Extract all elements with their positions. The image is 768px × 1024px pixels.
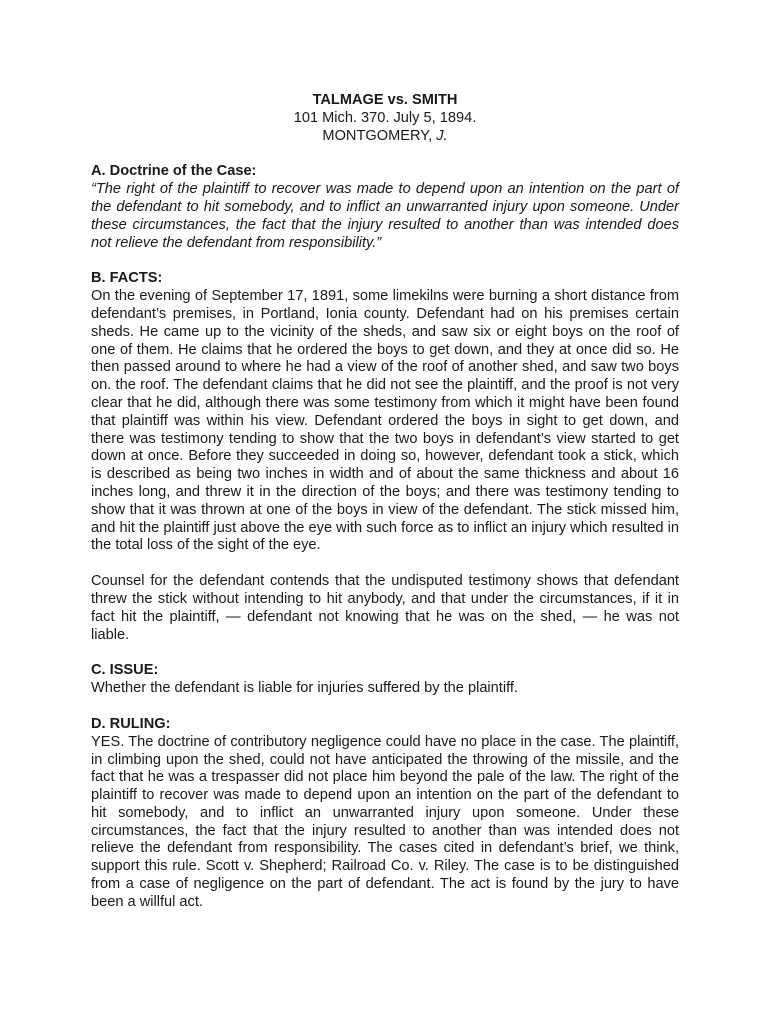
facts-section <box>91 270 679 644</box>
ruling-heading: D. RULING: <box>91 715 171 732</box>
issue-section <box>91 662 679 698</box>
ruling-text: YES. The doctrine of contributory negligence could have no place in the case. The plaintiff, in climbing upon the shed, could not have anticipated the throwing of the missile, and the fact that he was a trespasser did not place him beyond the pale of the law. The right of the plaintiff to recover was made to depend upon an intention on the part of the defendant to hit somebody, and to inflict an unwarranted injury upon someone. Under these circumstances, the fact that the injury resulted to another than was intended does not relieve the defendant from responsibility. The cases cited in defendant’s brief, we think, support this rule. Scott v. Shepherd; Railroad Co. v. Riley. The case is to be distinguished from a case of negligence on the part of defendant. The act is found by the jury to have been a willful act. <box>91 733 679 910</box>
paragraph-gap <box>91 555 679 573</box>
facts-heading: B. FACTS: <box>91 270 163 287</box>
document-page <box>91 92 679 930</box>
doctrine-heading: A. Doctrine of the Case: <box>91 163 257 180</box>
case-citation: 101 Mich. 370. July 5, 1894. <box>293 109 477 126</box>
judge-name: MONTGOMERY, <box>322 127 437 144</box>
ruling-section <box>91 716 679 912</box>
judge-title: J. <box>436 127 448 144</box>
case-title: TALMAGE vs. SMITH <box>312 92 458 108</box>
case-header <box>91 92 679 145</box>
issue-text: Whether the defendant is liable for injuries suffered by the plaintiff. <box>91 680 518 697</box>
case-judge <box>91 128 679 146</box>
doctrine-text: “The right of the plaintiff to recover was made to depend upon an intention on the part of the defendant to hit somebody, and to inflict an unwarranted injury upon someone. Under these circumstances, the fact that the injury resulted to another than was intended does not relieve the defendant from responsibility.” <box>91 181 679 251</box>
facts-paragraph-1: On the evening of September 17, 1891, some limekilns were burning a short distance from defendant’s premises, in Portland, Ionia county. Defendant had on his premises certain sheds. He came up to the vicinity of the sheds, and saw six or eight boys on the roof of one of them. He claims that he ordered the boys to get down, and they at once did so. He then passed around to where he had a view of the roof of another shed, and saw two boys on. the roof. The defendant claims that he did not see the plaintiff, and the proof is not very clear that he did, although there was some testimony from which it might have been found that plaintiff was within his view. Defendant ordered the boys in sight to get down, and there was testimony tending to show that the two boys in defendant’s view started to get down at once. Before they succeeded in doing so, however, defendant took a stick, which is described as being two inches in width and of about the same thickness and about 16 inches long, and threw it in the direction of the boys; and there was testimony tending to show that it was thrown at one of the boys in view of the defendant. The stick missed him, and hit the plaintiff just above the eye with such force as to inflict an injury which resulted in the total loss of the sight of the eye. <box>91 288 679 554</box>
facts-paragraph-2: Counsel for the defendant contends that the undisputed testimony shows that defendant threw the stick without intending to hit anybody, and that under the circumstances, if it in fact hit the plaintiff, — defendant not knowing that he was on the shed, — he was not liable. <box>91 573 679 643</box>
issue-heading: C. ISSUE: <box>91 662 159 679</box>
doctrine-section <box>91 163 679 252</box>
